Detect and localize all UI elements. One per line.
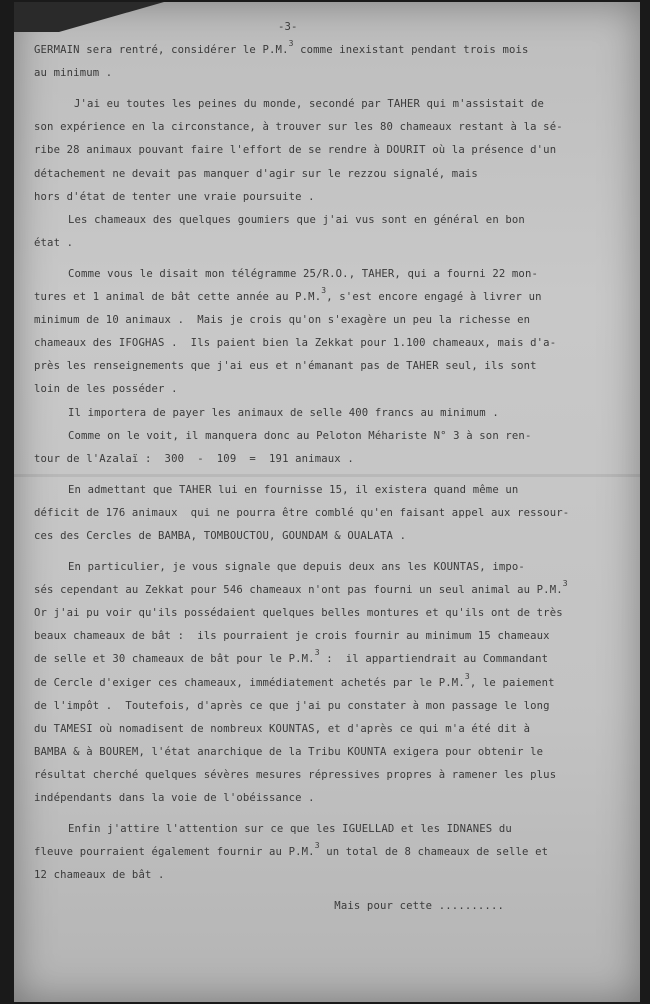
text-line [34, 309, 634, 332]
paragraph-gap [34, 887, 634, 895]
text-segment: minimum de 10 animaux . Mais je crois qu'on s'exagère un peu la richesse en [34, 314, 531, 327]
text-segment: détachement ne devait pas manquer d'agir sur le rezzou signalé, mais [34, 167, 478, 180]
text-line [34, 841, 634, 864]
superscript: 3 [314, 648, 320, 658]
text-segment: chameaux des IFOGHAS . Ils paient bien la Zekkat pour 1.100 chameaux, mais d'a- [34, 337, 557, 350]
text-segment: un total de 8 chameaux de selle et [319, 846, 549, 859]
text-segment: hors d'état de tenter une vraie poursuite . [34, 190, 315, 203]
text-line [34, 139, 634, 162]
text-segment: comme inexistant pendant trois mois [293, 44, 529, 57]
text-segment: , s'est encore engagé à livrer un [326, 291, 542, 304]
text-line [34, 378, 634, 401]
text-line [34, 525, 634, 548]
text-line [34, 186, 634, 209]
text-segment: Comme vous le disait mon télégramme 25/R.O., TAHER, qui a fourni 22 mon- [68, 267, 539, 280]
text-line [34, 448, 634, 471]
text-line [34, 93, 634, 116]
superscript: 3 [562, 579, 568, 589]
text-line [34, 425, 634, 448]
superscript: 3 [464, 671, 470, 681]
text-line [34, 263, 634, 286]
text-segment: tour de l'Azalaï : 300 - 109 = 191 animaux . [34, 452, 354, 465]
document-page [14, 2, 640, 1002]
text-line [34, 818, 634, 841]
paragraph-gap [34, 85, 634, 93]
text-segment: Les chameaux des quelques goumiers que j'ai vus sont en général en bon [68, 213, 525, 226]
text-segment: BAMBA & à BOUREM, l'état anarchique de la Tribu KOUNTA exigera pour obtenir le [34, 745, 544, 758]
text-segment: En admettant que TAHER lui en fournisse 15, il existera quand même un [68, 483, 519, 496]
text-lines [34, 39, 634, 918]
text-segment: ces des Cercles de BAMBA, TOMBOUCTOU, GOUNDAM & OUALATA . [34, 529, 407, 542]
text-line [34, 764, 634, 787]
text-line [34, 209, 634, 232]
text-line [34, 648, 634, 671]
text-segment: beaux chameaux de bât : ils pourraient je crois fournir au minimum 15 chameaux [34, 630, 550, 643]
text-segment: loin de les posséder . [34, 383, 178, 396]
text-line [34, 402, 634, 425]
text-segment: de l'impôt . Toutefois, d'après ce que j'ai pu constater à mon passage le long [34, 699, 550, 712]
text-segment: Comme on le voit, il manquera donc au Peloton Méhariste N° 3 à son ren- [68, 429, 532, 442]
page-number: -3- [278, 21, 298, 33]
text-line [34, 62, 634, 85]
text-line [34, 332, 634, 355]
text-segment: indépendants dans la voie de l'obéissance . [34, 792, 315, 804]
text-segment: ribe 28 animaux pouvant faire l'effort de se rendre à DOURIT où la présence d'un [34, 144, 557, 157]
text-segment: GERMAIN sera rentré, considérer le P.M. [34, 44, 289, 57]
text-segment: son expérience en la circonstance, à trouver sur les 80 chameaux restant à la sé- [34, 121, 563, 134]
typed-text-body [34, 16, 634, 918]
text-line [34, 895, 634, 918]
text-segment: , le paiement [469, 676, 555, 689]
text-line [34, 864, 634, 887]
superscript: 3 [314, 841, 320, 851]
text-segment: du TAMESI où nomadisent de nombreux KOUNTAS, et d'après ce qui m'a été dit à [34, 722, 531, 735]
text-line [34, 116, 634, 139]
text-segment: Or j'ai pu voir qu'ils possédaient quelques belles montures et qu'ils ont de très [34, 607, 563, 620]
text-segment: En particulier, je vous signale que depuis deux ans les KOUNTAS, impo- [68, 561, 525, 574]
text-segment: près les renseignements que j'ai eus et n'émanant pas de TAHER seul, ils sont [34, 360, 537, 373]
text-segment: fleuve pourraient également fournir au P.M. [34, 846, 315, 859]
text-line [34, 355, 634, 378]
text-line [34, 718, 634, 741]
paragraph-gap [34, 471, 634, 479]
text-line [34, 602, 634, 625]
paragraph-gap [34, 810, 634, 818]
text-line [34, 579, 634, 602]
text-line [34, 232, 634, 255]
text-segment: : il appartiendrait au Commandant [319, 653, 549, 666]
text-segment: 12 chameaux de bât . [34, 869, 165, 882]
text-line [34, 479, 634, 502]
text-line [34, 502, 634, 525]
text-segment: Enfin j'attire l'attention sur ce que les IGUELLAD et les IDNANES du [68, 823, 512, 836]
text-segment: Il importera de payer les animaux de selle 400 francs au minimum . [68, 406, 499, 419]
text-line [34, 741, 634, 764]
text-segment: sés cependant au Zekkat pour 546 chameaux n'ont pas fourni un seul animal au P.M. [34, 584, 563, 597]
text-segment: résultat cherché quelques sévères mesures répressives propres à ramener les plus [34, 768, 557, 781]
text-segment: état . [34, 236, 74, 249]
superscript: 3 [321, 286, 327, 296]
text-segment: J'ai eu toutes les peines du monde, secondé par TAHER qui m'assistait de [74, 98, 545, 111]
text-line [34, 39, 634, 62]
text-segment: Mais pour cette .......... [34, 900, 505, 913]
text-line [34, 556, 634, 579]
text-segment: déficit de 176 animaux qui ne pourra être comblé qu'en faisant appel aux ressour- [34, 506, 570, 519]
text-segment: de Cercle d'exiger ces chameaux, immédiatement achetés par le P.M. [34, 676, 465, 689]
text-segment: de selle et 30 chameaux de bât pour le P.M. [34, 653, 315, 666]
paragraph-gap [34, 255, 634, 263]
text-line [34, 672, 634, 695]
paragraph-gap [34, 548, 634, 556]
text-line [34, 787, 634, 810]
superscript: 3 [288, 39, 294, 49]
text-line [34, 695, 634, 718]
text-line [34, 286, 634, 309]
text-segment: au minimum . [34, 67, 113, 80]
text-line [34, 625, 634, 648]
text-segment: tures et 1 animal de bât cette année au P.M. [34, 291, 322, 304]
text-line [34, 163, 634, 186]
